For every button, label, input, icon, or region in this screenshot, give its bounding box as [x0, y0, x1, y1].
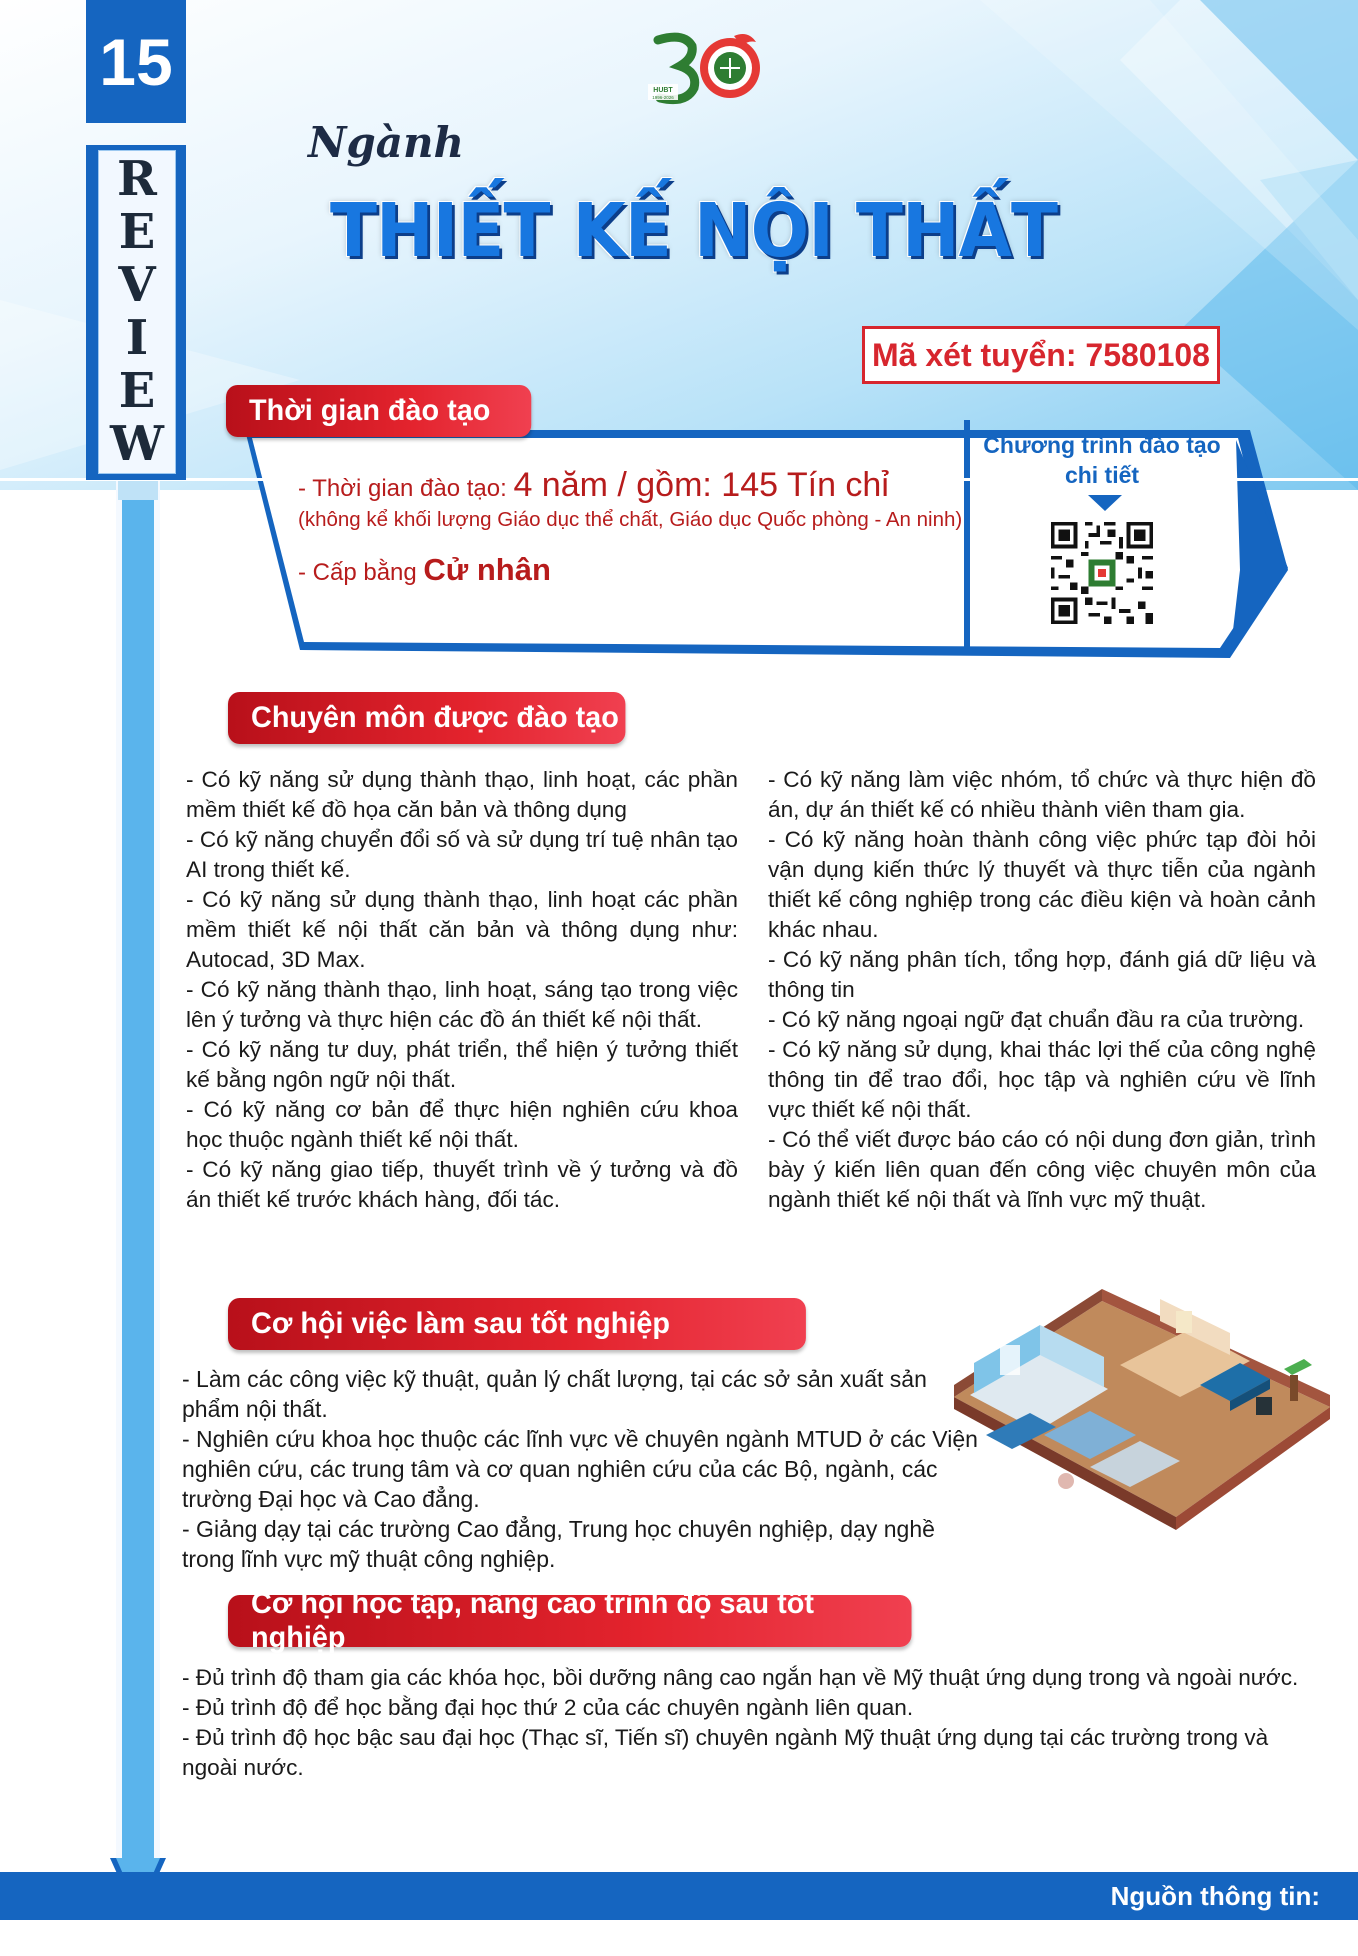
skills-right-column: [768, 765, 1316, 1215]
list-item: - Có kỹ năng tư duy, phát triển, thể hiện ý tưởng thiết kế bằng ngôn ngữ nội thất.: [186, 1037, 738, 1092]
qr-code[interactable]: [1044, 518, 1160, 628]
down-arrow-icon: [1088, 495, 1122, 511]
review-letter: V: [118, 257, 156, 313]
program-detail-label-line: chi tiết: [1064, 462, 1140, 488]
training-duration: [298, 466, 889, 505]
training-duration-note: (không kể khối lượng Giáo dục thể chất, Giáo dục Quốc phòng - An ninh): [298, 508, 963, 531]
review-letter: E: [118, 204, 156, 260]
list-item: - Giảng dạy tại các trường Cao đẳng, Trung học chuyên nghiệp, dạy nghề trong lĩnh vực mỹ thuật công nghiệp.: [182, 1516, 935, 1572]
list-item: - Có kỹ năng ngoại ngữ đạt chuẩn đầu ra của trường.: [768, 1007, 1305, 1032]
degree-label: - Cấp bằng: [298, 559, 424, 586]
list-item: - Có kỹ năng thành thạo, linh hoạt, sáng tạo trong việc lên ý tưởng và thực hiện các đồ án thiết kế nội thất.: [186, 977, 738, 1032]
list-item: - Có kỹ năng giao tiếp, thuyết trình về ý tưởng và đồ án thiết kế trước khách hàng, đối tác.: [186, 1157, 738, 1212]
review-label: [98, 150, 176, 474]
list-item: - Đủ trình độ để học bằng đại học thứ 2 của các chuyên ngành liên quan.: [182, 1695, 914, 1720]
jobs-list: [182, 1364, 980, 1574]
section-heading-skills: Chuyên môn được đào tạo: [228, 692, 625, 744]
svg-text:1996-2026: 1996-2026: [652, 95, 674, 100]
section-heading-training-time: Thời gian đào tạo: [226, 385, 531, 437]
list-item: - Đủ trình độ tham gia các khóa học, bồi dưỡng nâng cao ngắn hạn về Mỹ thuật ứng dụng trong và ngoài nước.: [182, 1665, 1299, 1690]
program-detail-label: [982, 430, 1222, 490]
review-letter: W: [110, 416, 164, 472]
program-detail-label-line: Chương trình đào tạo: [983, 432, 1221, 458]
major-prefix: Ngành: [308, 118, 465, 167]
further-study-list: [182, 1663, 1322, 1783]
degree-value: Cử nhân: [423, 552, 551, 587]
training-duration-value: 4 năm / gồm: 145 Tín chỉ: [513, 466, 889, 504]
list-item: - Có kỹ năng sử dụng thành thạo, linh hoạt các phần mềm thiết kế nội thất căn bản và thông dụng như: Autocad, 3D Max.: [186, 887, 738, 972]
skills-left-column: [186, 765, 738, 1215]
degree-type: [298, 552, 551, 588]
list-item: - Có kỹ năng cơ bản để thực hiện nghiên cứu khoa học thuộc ngành thiết kế nội thất.: [186, 1097, 738, 1152]
section-heading-further-study: Cơ hội học tập, nâng cao trình độ sau tốt nghiệp: [228, 1595, 912, 1647]
review-letter: R: [117, 151, 157, 207]
admission-code: Mã xét tuyển: 7580108: [862, 326, 1220, 384]
source-link[interactable]: Nguồn thông tin: tuyensinh.hubt.edu.vn: [1042, 1881, 1320, 1951]
list-item: - Có thể viết được báo cáo có nội dung đơn giản, trình bày ý kiến liên quan đến công việc chuyên môn của ngành thiết kế nội thất và lĩnh vực mỹ thuật.: [768, 1127, 1316, 1212]
list-item: - Có kỹ năng chuyển đổi số và sử dụng trí tuệ nhân tạo AI trong thiết kế.: [186, 827, 738, 882]
isometric-room-illustration: [940, 1285, 1342, 1530]
list-item: - Có kỹ năng phân tích, tổng hợp, đánh giá dữ liệu và thông tin: [768, 947, 1316, 1002]
review-letter: E: [118, 363, 156, 419]
hubt-30-years-logo: [634, 28, 774, 108]
page-title: THIẾT KẾ NỘI THẤT: [330, 188, 1057, 274]
list-item: - Có kỹ năng làm việc nhóm, tổ chức và thực hiện đồ án, dự án thiết kế có nhiều thành viên tham gia.: [768, 767, 1316, 822]
list-item: - Nghiên cứu khoa học thuộc các lĩnh vực về chuyên ngành MTUD ở các Viện nghiên cứu, các trung tâm và cơ quan nghiên cứu của các Bộ, ngành, các trường Đại học và Cao đẳng.: [182, 1426, 978, 1512]
svg-text:HUBT: HUBT: [653, 87, 673, 94]
list-item: - Có kỹ năng sử dụng, khai thác lợi thế của công nghệ thông tin để trao đổi, học tập và nghiên cứu về lĩnh vực thiết kế nội thất.: [768, 1037, 1316, 1122]
list-item: - Có kỹ năng sử dụng thành thạo, linh hoạt, các phần mềm thiết kế đồ họa căn bản và thông dụng: [186, 767, 738, 822]
training-duration-label: - Thời gian đào tạo:: [298, 475, 514, 502]
list-item: - Đủ trình độ học bậc sau đại học (Thạc sĩ, Tiến sĩ) chuyên ngành Mỹ thuật ứng dụng tại các trường trong và ngoài nước.: [182, 1725, 1269, 1780]
list-item: - Làm các công việc kỹ thuật, quản lý chất lượng, tại các sở sản xuất sản phẩm nội thất.: [182, 1366, 927, 1422]
section-heading-jobs: Cơ hội việc làm sau tốt nghiệp: [228, 1298, 806, 1350]
review-letter: I: [125, 310, 149, 366]
list-item: - Có kỹ năng hoàn thành công việc phức tạp đòi hỏi vận dụng kiến thức lý thuyết và thực tiễn của ngành thiết kế công nghiệp trong các điều kiện và hoàn cảnh khác nhau.: [768, 827, 1316, 942]
page-number: 15: [86, 0, 186, 123]
